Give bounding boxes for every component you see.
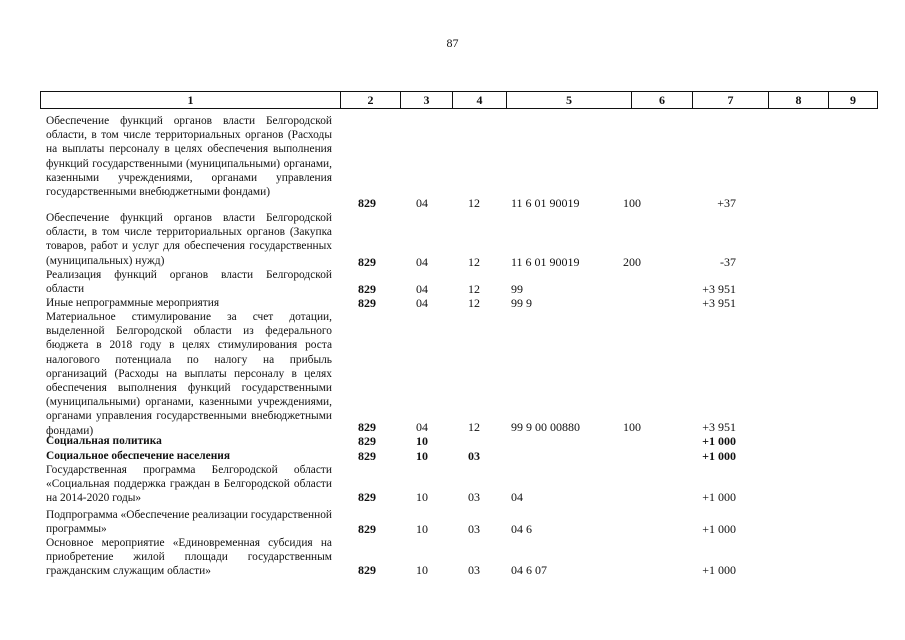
row-description: Материальное стимулирование за счет дотации, выделенной Белгородской области из федерального бюджета в 2018 году в целях стимулирования роста налогового потенциала по налогу на прибыль организаций (Расходы на выплаты персоналу в целях обеспечения выполнения функций государственными (муниципальными) органами, казенными учреждениями, органами управления государственными внебюджетными фондами) xyxy=(46,311,332,437)
row-cell-col2: 829 xyxy=(358,296,376,310)
row-cell-col7: +3 951 xyxy=(702,420,736,434)
table-header xyxy=(40,91,878,109)
row-cell-col4: 12 xyxy=(468,282,480,296)
header-col-4: 4 xyxy=(452,92,506,108)
row-description: Основное мероприятие «Единовременная субсидия на приобретение жилой площади государственным гражданским служащим области» xyxy=(46,537,332,578)
row-cell-col3: 04 xyxy=(416,196,428,210)
row-cell-col2: 829 xyxy=(358,255,376,269)
row-cell-col7: +3 951 xyxy=(702,296,736,310)
row-cell-col7: +1 000 xyxy=(702,449,736,463)
row-cell-col2: 829 xyxy=(358,522,376,536)
row-description: Социальное обеспечение населения xyxy=(46,450,230,462)
row-cell-col4: 12 xyxy=(468,296,480,310)
header-col-2: 2 xyxy=(340,92,400,108)
row-cell-col2: 829 xyxy=(358,449,376,463)
row-description: Иные непрограммные мероприятия xyxy=(46,297,220,309)
row-cell-col7: +37 xyxy=(717,196,736,210)
row-description: Социальная политика xyxy=(46,435,162,447)
header-col-3: 3 xyxy=(400,92,452,108)
row-cell-col7: -37 xyxy=(720,255,736,269)
row-cell-col5: 11 6 01 90019 xyxy=(511,255,580,269)
row-cell-col3: 04 xyxy=(416,420,428,434)
row-cell-col7: +1 000 xyxy=(702,434,736,448)
row-cell-col3: 10 xyxy=(416,449,428,463)
row-cell-col4: 03 xyxy=(468,522,480,536)
row-cell-col5: 99 9 xyxy=(511,296,532,310)
row-cell-col3: 10 xyxy=(416,434,428,448)
header-col-7: 7 xyxy=(692,92,768,108)
row-cell-col4: 12 xyxy=(468,255,480,269)
row-cell-col3: 10 xyxy=(416,522,428,536)
row-cell-col5: 04 6 07 xyxy=(511,563,547,577)
row-description: Обеспечение функций органов власти Белгородской области, в том числе территориальных органов (Расходы на выплаты персоналу в целях обеспечения выполнения функций государственными (муниципальными) органами, казенными учреждениями, органами управления государственными внебюджетными фондами) xyxy=(46,115,332,199)
row-cell-col4: 12 xyxy=(468,196,480,210)
row-cell-col2: 829 xyxy=(358,420,376,434)
row-cell-col6: 100 xyxy=(623,420,641,434)
row-description: Реализация функций органов власти Белгородской области xyxy=(46,269,332,296)
row-cell-col3: 04 xyxy=(416,255,428,269)
row-cell-col3: 04 xyxy=(416,296,428,310)
row-cell-col7: +1 000 xyxy=(702,490,736,504)
row-cell-col3: 10 xyxy=(416,563,428,577)
header-col-9: 9 xyxy=(828,92,877,108)
row-cell-col3: 10 xyxy=(416,490,428,504)
row-cell-col7: +1 000 xyxy=(702,522,736,536)
row-description: Государственная программа Белгородской области «Социальная поддержка граждан в Белгородской области на 2014-2020 годы» xyxy=(46,464,332,505)
row-cell-col5: 11 6 01 90019 xyxy=(511,196,580,210)
row-cell-col4: 03 xyxy=(468,449,480,463)
row-cell-col2: 829 xyxy=(358,434,376,448)
row-description: Обеспечение функций органов власти Белгородской области, в том числе территориальных органов (Закупка товаров, работ и услуг для обеспечения государственных (муниципальных) нужд) xyxy=(46,212,332,267)
row-cell-col2: 829 xyxy=(358,282,376,296)
row-cell-col5: 99 9 00 00880 xyxy=(511,420,580,434)
header-col-1: 1 xyxy=(187,93,194,107)
row-cell-col7: +1 000 xyxy=(702,563,736,577)
row-cell-col2: 829 xyxy=(358,563,376,577)
row-description: Подпрограмма «Обеспечение реализации государственной программы» xyxy=(46,509,332,536)
header-col-8: 8 xyxy=(768,92,828,108)
header-col-6: 6 xyxy=(631,92,692,108)
header-col-5: 5 xyxy=(506,92,631,108)
row-cell-col5: 04 6 xyxy=(511,522,532,536)
row-cell-col6: 200 xyxy=(623,255,641,269)
row-cell-col2: 829 xyxy=(358,490,376,504)
row-cell-col3: 04 xyxy=(416,282,428,296)
page-number: 87 xyxy=(446,36,459,50)
row-cell-col5: 04 xyxy=(511,490,523,504)
row-cell-col6: 100 xyxy=(623,196,641,210)
row-cell-col5: 99 xyxy=(511,282,523,296)
row-cell-col2: 829 xyxy=(358,196,376,210)
row-cell-col4: 03 xyxy=(468,490,480,504)
row-cell-col4: 12 xyxy=(468,420,480,434)
row-cell-col4: 03 xyxy=(468,563,480,577)
row-cell-col7: +3 951 xyxy=(702,282,736,296)
